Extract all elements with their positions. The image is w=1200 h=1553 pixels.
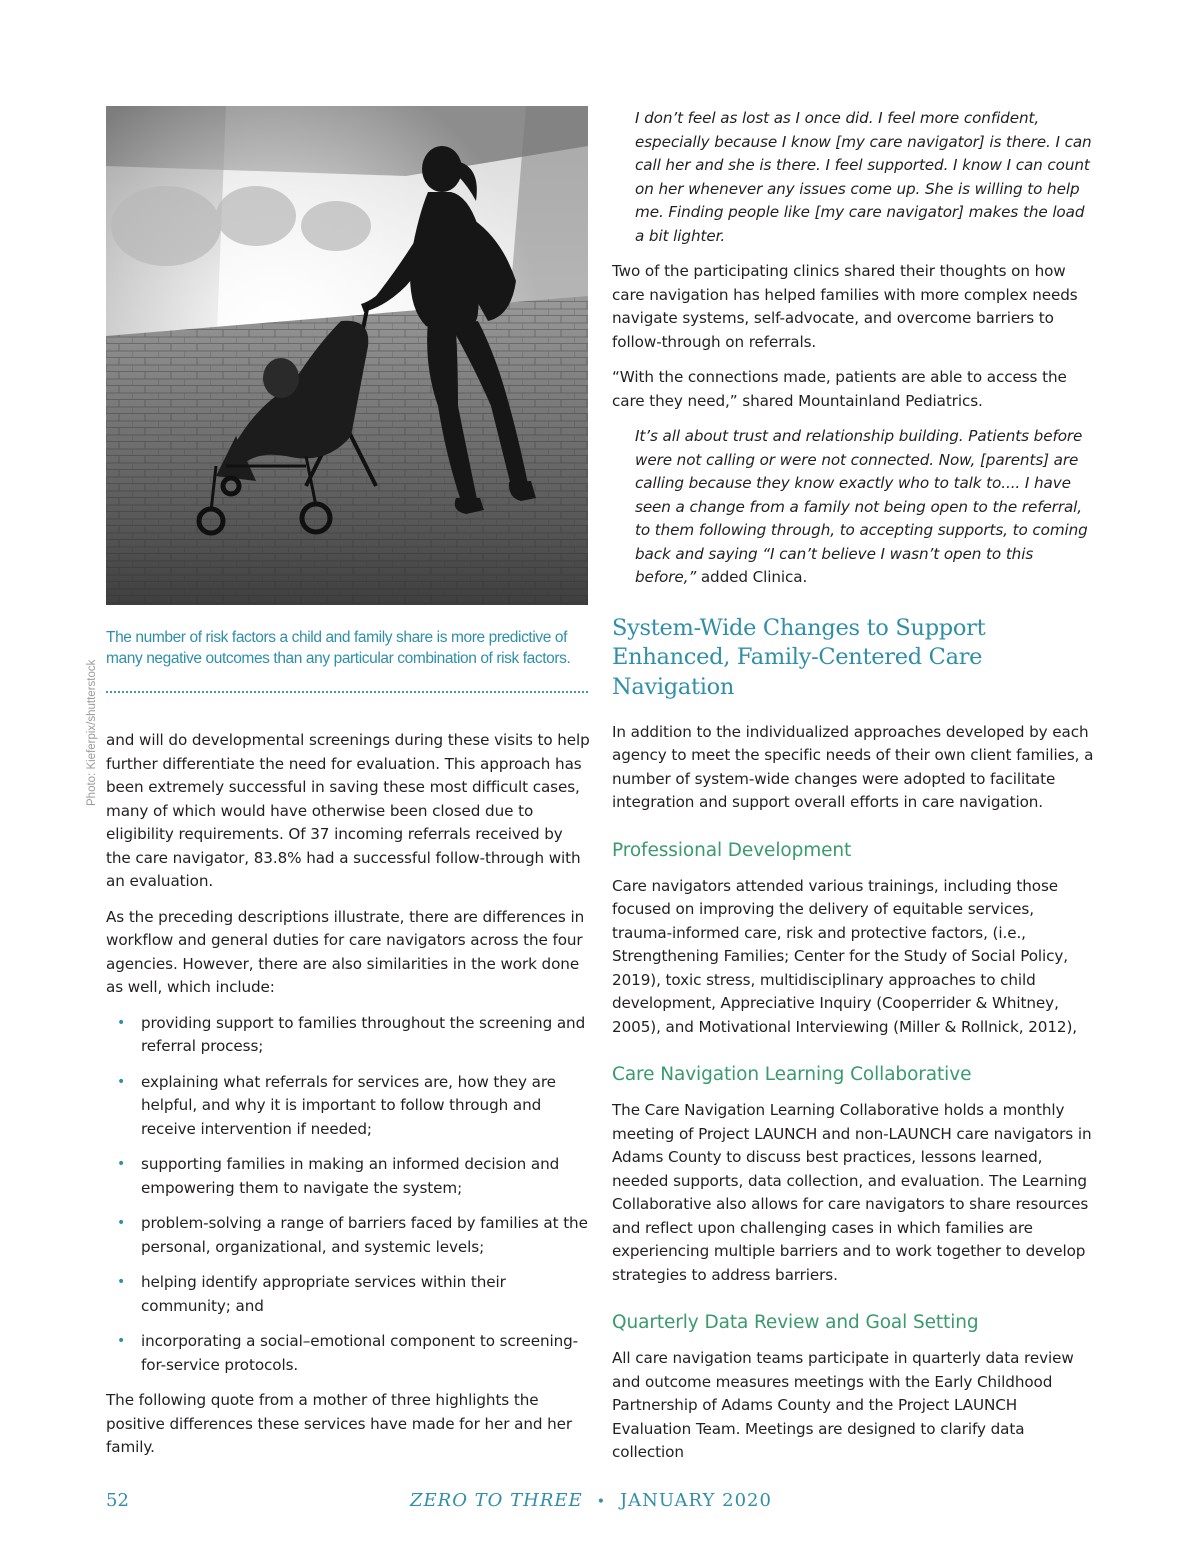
- mother-quote: I don’t feel as lost as I once did. I feel more confident, especially because I know [my care navigator] is there. I can call her and she is there. I feel supported. I know I can count on her whenever any issues come up. She is willing to help me. Finding people like [my care navigator] makes the load a bit lighter.: [635, 109, 1092, 245]
- list-item: • providing support to families throughout the screening and referral process;: [117, 1013, 586, 1055]
- subheading-data-review: Quarterly Data Review and Goal Setting: [612, 1312, 979, 1334]
- left-paragraph-3: The following quote from a mother of three highlights the positive differences these services have made for her and her family.: [106, 1391, 573, 1456]
- photo-credit: Photo: Kieferpix/shutterstock: [86, 659, 98, 806]
- right-paragraph-5: The Care Navigation Learning Collaborative holds a monthly meeting of Project LAUNCH and non-LAUNCH care navigators in Adams County to discuss best practices, lessons learned, needed supports, data collection, and evaluation. The Learning Collaborative also allows for care navigators to share resources and reflect upon challenging cases in which families are experiencing multiple barriers and to work together to develop strategies to address barriers.: [612, 1101, 1092, 1284]
- clinica-quote: It’s all about trust and relationship building. Patients before were not calling or were not connected. Now, [parents] are calling because they know exactly who to talk to.... I have seen a change from a family not being open to the referral, to them following through, to accepting supports, to coming back and saying “I can’t believe I wasn’t open to this before,” added Clinica.: [635, 427, 1088, 586]
- list-item: • supporting families in making an informed decision and empowering them to navigate the system;: [117, 1155, 560, 1197]
- right-column: [612, 107, 1096, 1465]
- right-paragraph-3: In addition to the individualized approaches developed by each agency to meet the specific needs of their own client families, a number of system-wide changes were adopted to facilitate integration and support overall efforts in care navigation.: [612, 722, 1094, 812]
- subheading-learning-collaborative: Care Navigation Learning Collaborative: [612, 1064, 972, 1086]
- bullet-icon: •: [117, 1274, 126, 1290]
- bullet-icon: •: [117, 1156, 126, 1172]
- right-paragraph-6: All care navigation teams participate in quarterly data review and outcome measures meetings with the Early Childhood Partnership of Adams County and the Project LAUNCH Evaluation Team. Meetings are designed to clarify data collection: [612, 1349, 1074, 1462]
- list-item: • helping identify appropriate services within their community; and: [117, 1273, 506, 1315]
- bullet-icon: •: [117, 1215, 126, 1231]
- right-paragraph-1: Two of the participating clinics shared their thoughts on how care navigation has helped families with more complex needs navigate systems, self-advocate, and overcome barriers to follow-through on referrals.: [612, 262, 1078, 351]
- right-paragraph-2: “With the connections made, patients are able to access the care they need,” shared Mountainland Pediatrics.: [612, 368, 1067, 410]
- page-number: 52: [106, 1490, 129, 1511]
- subheading-professional-development: Professional Development: [612, 839, 852, 861]
- similarities-list: [106, 1012, 590, 1378]
- right-paragraph-4: Care navigators attended various trainings, including those focused on improving the delivery of equitable services, trauma-informed care, risk and protective factors, (i.e., Strengthening Families; Center for the Study of Social Policy, 2019), toxic stress, multidisciplinary approaches to child development, Appreciative Inquiry (Cooperrider & Whitney, 2005), and Motivational Interviewing (Miller & Rollnick, 2012),: [612, 876, 1078, 1036]
- list-item: • explaining what referrals for services are, how they are helpful, and why it is important to follow through and receive intervention if needed;: [117, 1072, 556, 1138]
- list-item: • problem-solving a range of barriers faced by families at the personal, organizational, and systemic levels;: [117, 1214, 588, 1256]
- photo-caption: The number of risk factors a child and family share is more predictive of many negative outcomes than any particular combination of risk factors.: [106, 629, 571, 667]
- magazine-name: ZERO TO THREE: [410, 1490, 583, 1511]
- publication-footer: [410, 1490, 772, 1511]
- bullet-icon: •: [117, 1073, 126, 1090]
- list-item: • incorporating a social–emotional component to screening-for-service protocols.: [117, 1332, 579, 1374]
- left-paragraph-2: As the preceding descriptions illustrate, there are differences in workflow and general duties for care navigators across the four agencies. However, there are also similarities in the work done as well, which include:: [106, 907, 585, 996]
- issue-date: JANUARY 2020: [619, 1490, 772, 1511]
- stroller-photo: [106, 106, 588, 605]
- dotted-divider: [106, 691, 588, 693]
- bullet-icon: •: [117, 1333, 126, 1349]
- left-paragraph-1: and will do developmental screenings during these visits to help further differentiate the need for evaluation. This approach has been extremely successful in saving these most difficult cases, many of which would have otherwise been closed due to eligibility requirements. Of 37 incoming referrals received by the care navigator, 83.8% had a successful follow-through with an evaluation.: [106, 731, 590, 890]
- separator-dot: •: [596, 1494, 606, 1510]
- left-column: [106, 106, 590, 1460]
- bullet-icon: •: [117, 1014, 126, 1031]
- section-heading: System-Wide Changes to Support Enhanced, Family-Centered Care Navigation: [612, 614, 986, 700]
